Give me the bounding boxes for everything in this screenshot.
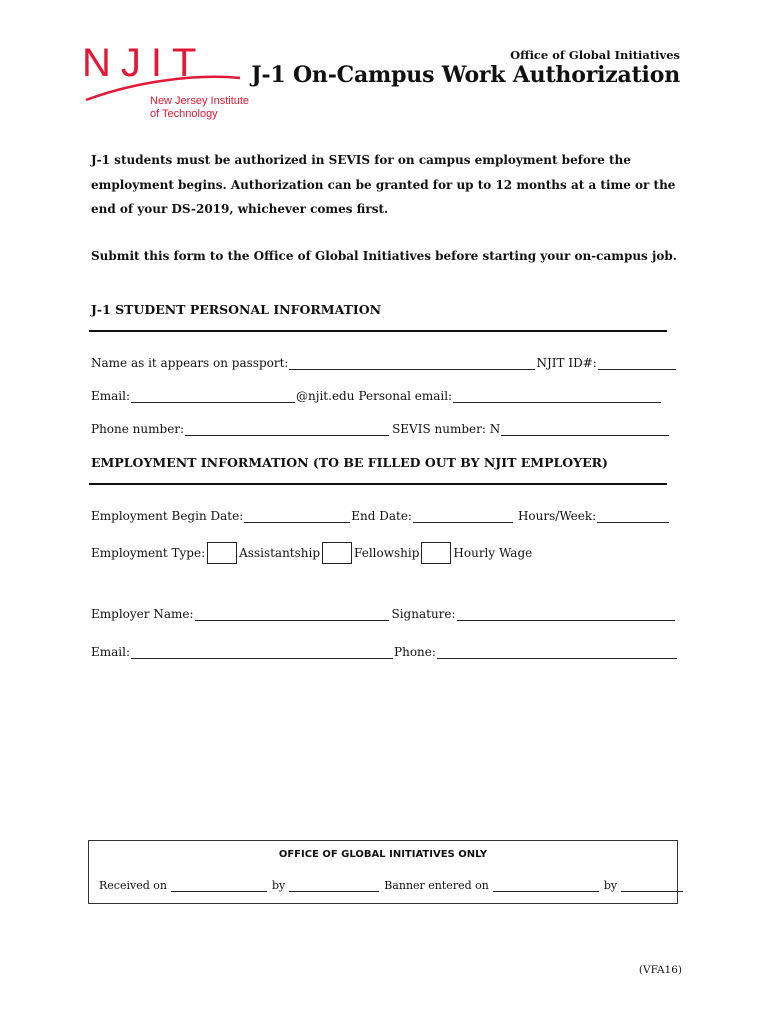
njit-id-field[interactable] <box>598 357 676 370</box>
department-name: Office of Global Initiatives <box>510 48 680 62</box>
phone-field[interactable] <box>185 423 389 436</box>
employment-type-row <box>91 538 532 560</box>
office-use-box <box>88 840 678 904</box>
end-date-label: End Date: <box>351 509 412 523</box>
employer-phone-field[interactable] <box>437 646 677 659</box>
email-row <box>91 389 662 403</box>
logo-wordmark: NJIT <box>82 41 207 85</box>
logo-line1: New Jersey Institute <box>150 95 250 107</box>
signature-field[interactable] <box>457 608 675 621</box>
employer-row <box>91 607 676 621</box>
end-date-field[interactable] <box>413 510 513 523</box>
banner-by-field[interactable] <box>621 879 683 892</box>
employer-email-field[interactable] <box>131 646 393 659</box>
signature-label: Signature: <box>391 607 456 621</box>
begin-date-label: Employment Begin Date: <box>91 509 244 523</box>
employer-phone-label: Phone: <box>394 645 436 659</box>
name-field[interactable] <box>289 357 535 370</box>
assistantship-checkbox[interactable] <box>207 542 237 564</box>
personal-section-heading: J-1 STUDENT PERSONAL INFORMATION <box>91 302 382 317</box>
submit-instruction: Submit this form to the Office of Global Initiatives before starting your on-campus job. <box>91 249 677 263</box>
employer-name-label: Employer Name: <box>91 607 194 621</box>
received-label: Received on <box>99 879 167 892</box>
employer-email-label: Email: <box>91 645 131 659</box>
personal-email-field[interactable] <box>453 390 661 403</box>
section-divider <box>89 330 667 332</box>
employment-type-label: Employment Type: <box>91 546 206 560</box>
logo-line2: of Technology <box>150 108 218 120</box>
received-by-label: by <box>271 879 286 892</box>
njit-id-label: NJIT ID#: <box>536 356 597 370</box>
employer-contact-row <box>91 645 678 659</box>
njit-email-field[interactable] <box>131 390 295 403</box>
sevis-field[interactable] <box>501 423 669 436</box>
njit-domain: @njit.edu <box>296 389 355 403</box>
njit-logo <box>80 40 280 130</box>
dates-row <box>91 509 670 523</box>
form-title: J-1 On-Campus Work Authorization <box>251 62 680 88</box>
office-use-heading: OFFICE OF GLOBAL INITIATIVES ONLY <box>278 849 488 860</box>
sevis-label: SEVIS number: N <box>392 422 501 436</box>
form-code: (VFA16) <box>638 964 682 976</box>
fellowship-label: Fellowship <box>354 546 420 560</box>
phone-label: Phone number: <box>91 422 185 436</box>
intro-paragraph: J-1 students must be authorized in SEVIS for on campus employment before the employment begins. Authorization can be granted for up to 12 months at a time or the end of your DS-2019, whichever comes first. <box>91 153 676 216</box>
received-date-field[interactable] <box>171 879 267 892</box>
banner-label: Banner entered on <box>384 879 489 892</box>
name-row <box>91 356 677 370</box>
name-label: Name as it appears on passport: <box>91 356 289 370</box>
banner-date-field[interactable] <box>493 879 599 892</box>
phone-row <box>91 422 670 436</box>
employer-name-field[interactable] <box>195 608 389 621</box>
hours-field[interactable] <box>597 510 669 523</box>
section-divider <box>89 483 667 485</box>
employment-section-heading: EMPLOYMENT INFORMATION (TO BE FILLED OUT BY NJIT EMPLOYER) <box>91 455 608 470</box>
assistantship-label: Assistantship <box>239 546 321 560</box>
fellowship-checkbox[interactable] <box>322 542 352 564</box>
hourly-wage-checkbox[interactable] <box>421 542 451 564</box>
personal-email-label: Personal email: <box>358 389 453 403</box>
hours-label: Hours/Week: <box>517 509 597 523</box>
begin-date-field[interactable] <box>244 510 350 523</box>
banner-by-label: by <box>603 879 618 892</box>
office-use-row <box>99 879 684 892</box>
email-label: Email: <box>91 389 131 403</box>
hourly-wage-label: Hourly Wage <box>453 546 533 560</box>
received-by-field[interactable] <box>289 879 379 892</box>
